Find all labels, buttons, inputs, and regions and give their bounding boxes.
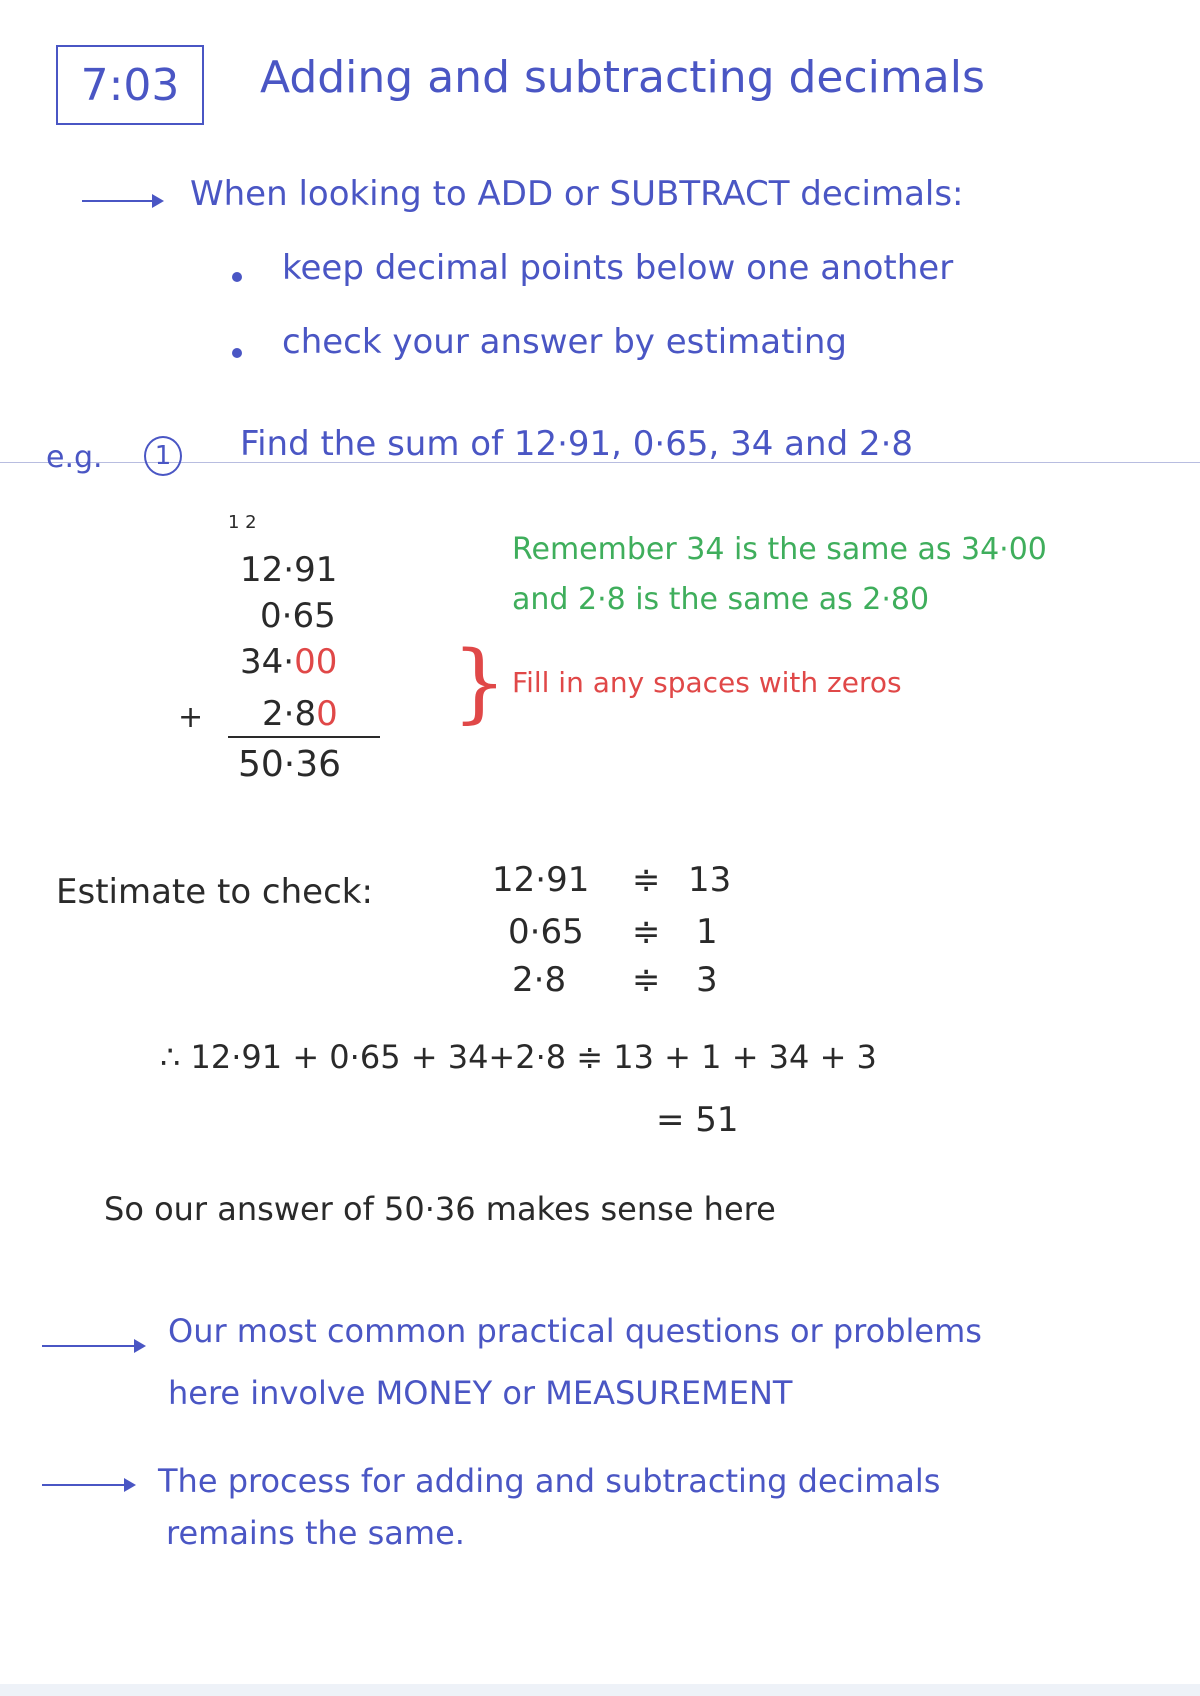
arrow-icon <box>42 1484 134 1486</box>
green-note-1: Remember 34 is the same as 34·00 <box>512 532 1047 567</box>
conclusion: So our answer of 50·36 makes sense here <box>104 1190 776 1228</box>
page-edge <box>0 1684 1200 1696</box>
bullet-2: check your answer by estimating <box>282 322 848 362</box>
arrow-icon <box>42 1345 144 1347</box>
estimate-label: Estimate to check: <box>56 872 373 912</box>
therefore-line: ∴ 12·91 + 0·65 + 34+2·8 ≑ 13 + 1 + 34 + 3 <box>160 1038 877 1076</box>
note-1-line-1: Our most common practical questions or problems <box>168 1312 982 1350</box>
brace-icon: } <box>452 633 507 733</box>
estimate-right-3: 3 <box>696 960 718 1000</box>
bullet-icon <box>232 272 242 282</box>
lesson-number-box: 7:03 <box>56 45 204 125</box>
estimate-right-1: 13 <box>688 860 732 900</box>
approx-icon: ≑ <box>632 912 661 952</box>
carry-digits: 1 2 <box>228 512 257 533</box>
note-1-line-2: here involve MONEY or MEASUREMENT <box>168 1374 793 1412</box>
estimate-left-2: 0·65 <box>508 912 584 952</box>
bullet-1: keep decimal points below one another <box>282 248 954 288</box>
sum-row-3: 34·00 <box>240 642 338 682</box>
arrow-icon <box>82 200 162 202</box>
green-note-2: and 2·8 is the same as 2·80 <box>512 582 930 617</box>
approx-icon: ≑ <box>632 860 661 900</box>
example-label: e.g. <box>46 440 103 475</box>
sum-row-1: 12·91 <box>240 550 338 590</box>
intro-lead: When looking to ADD or SUBTRACT decimals: <box>190 174 964 214</box>
note-2-line-2: remains the same. <box>166 1514 465 1552</box>
red-note: Fill in any spaces with zeros <box>512 666 902 699</box>
bullet-icon <box>232 348 242 358</box>
sum-line <box>228 736 380 738</box>
sum-result: 50·36 <box>238 744 342 785</box>
example-number-circle: 1 <box>144 436 182 476</box>
plus-sign: + <box>178 700 204 735</box>
estimate-left-1: 12·91 <box>492 860 590 900</box>
sum-row-4: 2·80 <box>262 694 338 734</box>
estimate-right-2: 1 <box>696 912 718 952</box>
equals-line: = 51 <box>656 1100 739 1140</box>
approx-icon: ≑ <box>632 960 661 1000</box>
estimate-left-3: 2·8 <box>512 960 567 1000</box>
note-2-line-1: The process for adding and subtracting decimals <box>158 1462 941 1500</box>
sum-row-2: 0·65 <box>260 596 336 636</box>
page-title: Adding and subtracting decimals <box>260 52 985 103</box>
example-question: Find the sum of 12·91, 0·65, 34 and 2·8 <box>240 424 914 464</box>
